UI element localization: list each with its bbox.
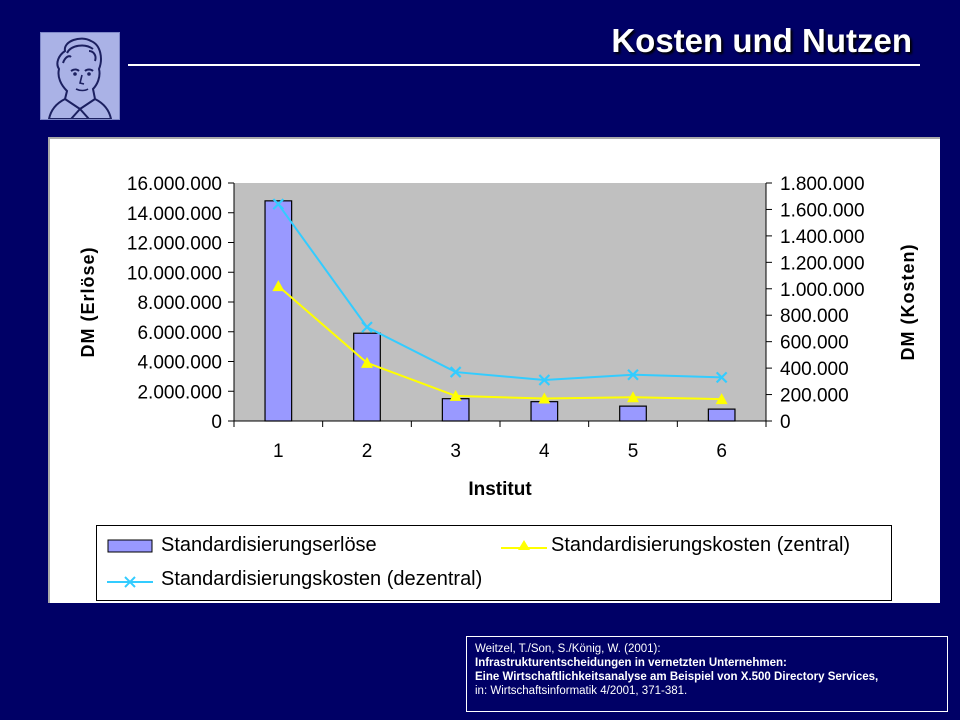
bar-erloese [531, 402, 558, 421]
y-tick-label-left: 16.000.000 [126, 174, 222, 195]
y-tick-label-right: 800.000 [780, 306, 849, 328]
legend-bar-swatch-icon [107, 538, 153, 554]
y-tick-label-left: 0 [211, 412, 222, 433]
citation-title: Infrastrukturentscheidungen in vernetzten Unternehmen: [475, 657, 787, 669]
y-tick-label-right: 1.000.000 [780, 279, 865, 301]
y-tick-label-left: 12.000.000 [126, 233, 222, 255]
y-tick-label-right: 1.400.000 [780, 226, 865, 248]
legend-label-dezentral: Standardisierungskosten (dezentral) [161, 568, 483, 590]
university-logo [40, 32, 120, 120]
legend-x-line-icon [107, 570, 153, 590]
citation-authors: Weitzel, T./Son, S./König, W. (2001): [475, 643, 661, 655]
x-tick-label: 1 [273, 441, 284, 462]
y-tick-label-left: 10.000.000 [126, 263, 222, 285]
x-tick-label: 3 [450, 441, 461, 462]
x-tick-label: 6 [716, 441, 727, 462]
y-tick-label-right: 600.000 [780, 332, 849, 354]
citation-box [466, 636, 948, 712]
bar-erloese [265, 201, 292, 421]
x-tick-label: 5 [627, 441, 639, 462]
y-tick-label-left: 2.000.000 [137, 382, 222, 404]
x-tick-label: 2 [361, 441, 373, 462]
y-tick-label-left: 4.000.000 [137, 352, 222, 374]
chart-legend [96, 525, 892, 601]
y-tick-label-right: 1.200.000 [780, 253, 865, 275]
bar-erloese [354, 333, 381, 421]
y-tick-label-right: 200.000 [780, 385, 849, 407]
legend-item-erloese [107, 534, 377, 557]
bar-erloese [620, 406, 647, 421]
legend-label-erloese: Standardisierungserlöse [161, 534, 377, 556]
legend-label-zentral: Standardisierungskosten (zentral) [551, 534, 851, 556]
plot-area [234, 183, 766, 421]
y-tick-label-left: 8.000.000 [137, 293, 222, 314]
goethe-portrait-icon [41, 33, 119, 119]
y-tick-label-right: 1.600.000 [780, 200, 865, 222]
legend-item-dezentral [107, 568, 482, 591]
y-axis-title-right: DM (Kosten) [898, 243, 918, 361]
legend-item-zentral [501, 534, 850, 557]
chart-panel [48, 137, 940, 603]
y-tick-label-left: 6.000.000 [137, 322, 222, 344]
legend-triangle-line-icon [501, 536, 547, 556]
y-tick-label-left: 14.000.000 [126, 203, 222, 225]
y-tick-label-right: 1.800.000 [780, 174, 865, 195]
x-axis-title: Institut [468, 479, 532, 500]
title-divider [128, 64, 920, 66]
bar-erloese [708, 409, 735, 421]
citation-source: in: Wirtschaftsinformatik 4/2001, 371-381. [475, 685, 688, 697]
bar-erloese [442, 399, 469, 421]
y-tick-label-right: 0 [780, 412, 791, 433]
slide-title: Kosten und Nutzen [611, 22, 912, 59]
y-axis-title-left: DM (Erlöse) [78, 246, 98, 358]
x-tick-label: 4 [539, 441, 550, 462]
citation-subtitle: Eine Wirtschaftlichkeitsanalyse am Beispiel von X.500 Directory Services, [475, 671, 879, 683]
y-tick-label-right: 400.000 [780, 359, 849, 381]
